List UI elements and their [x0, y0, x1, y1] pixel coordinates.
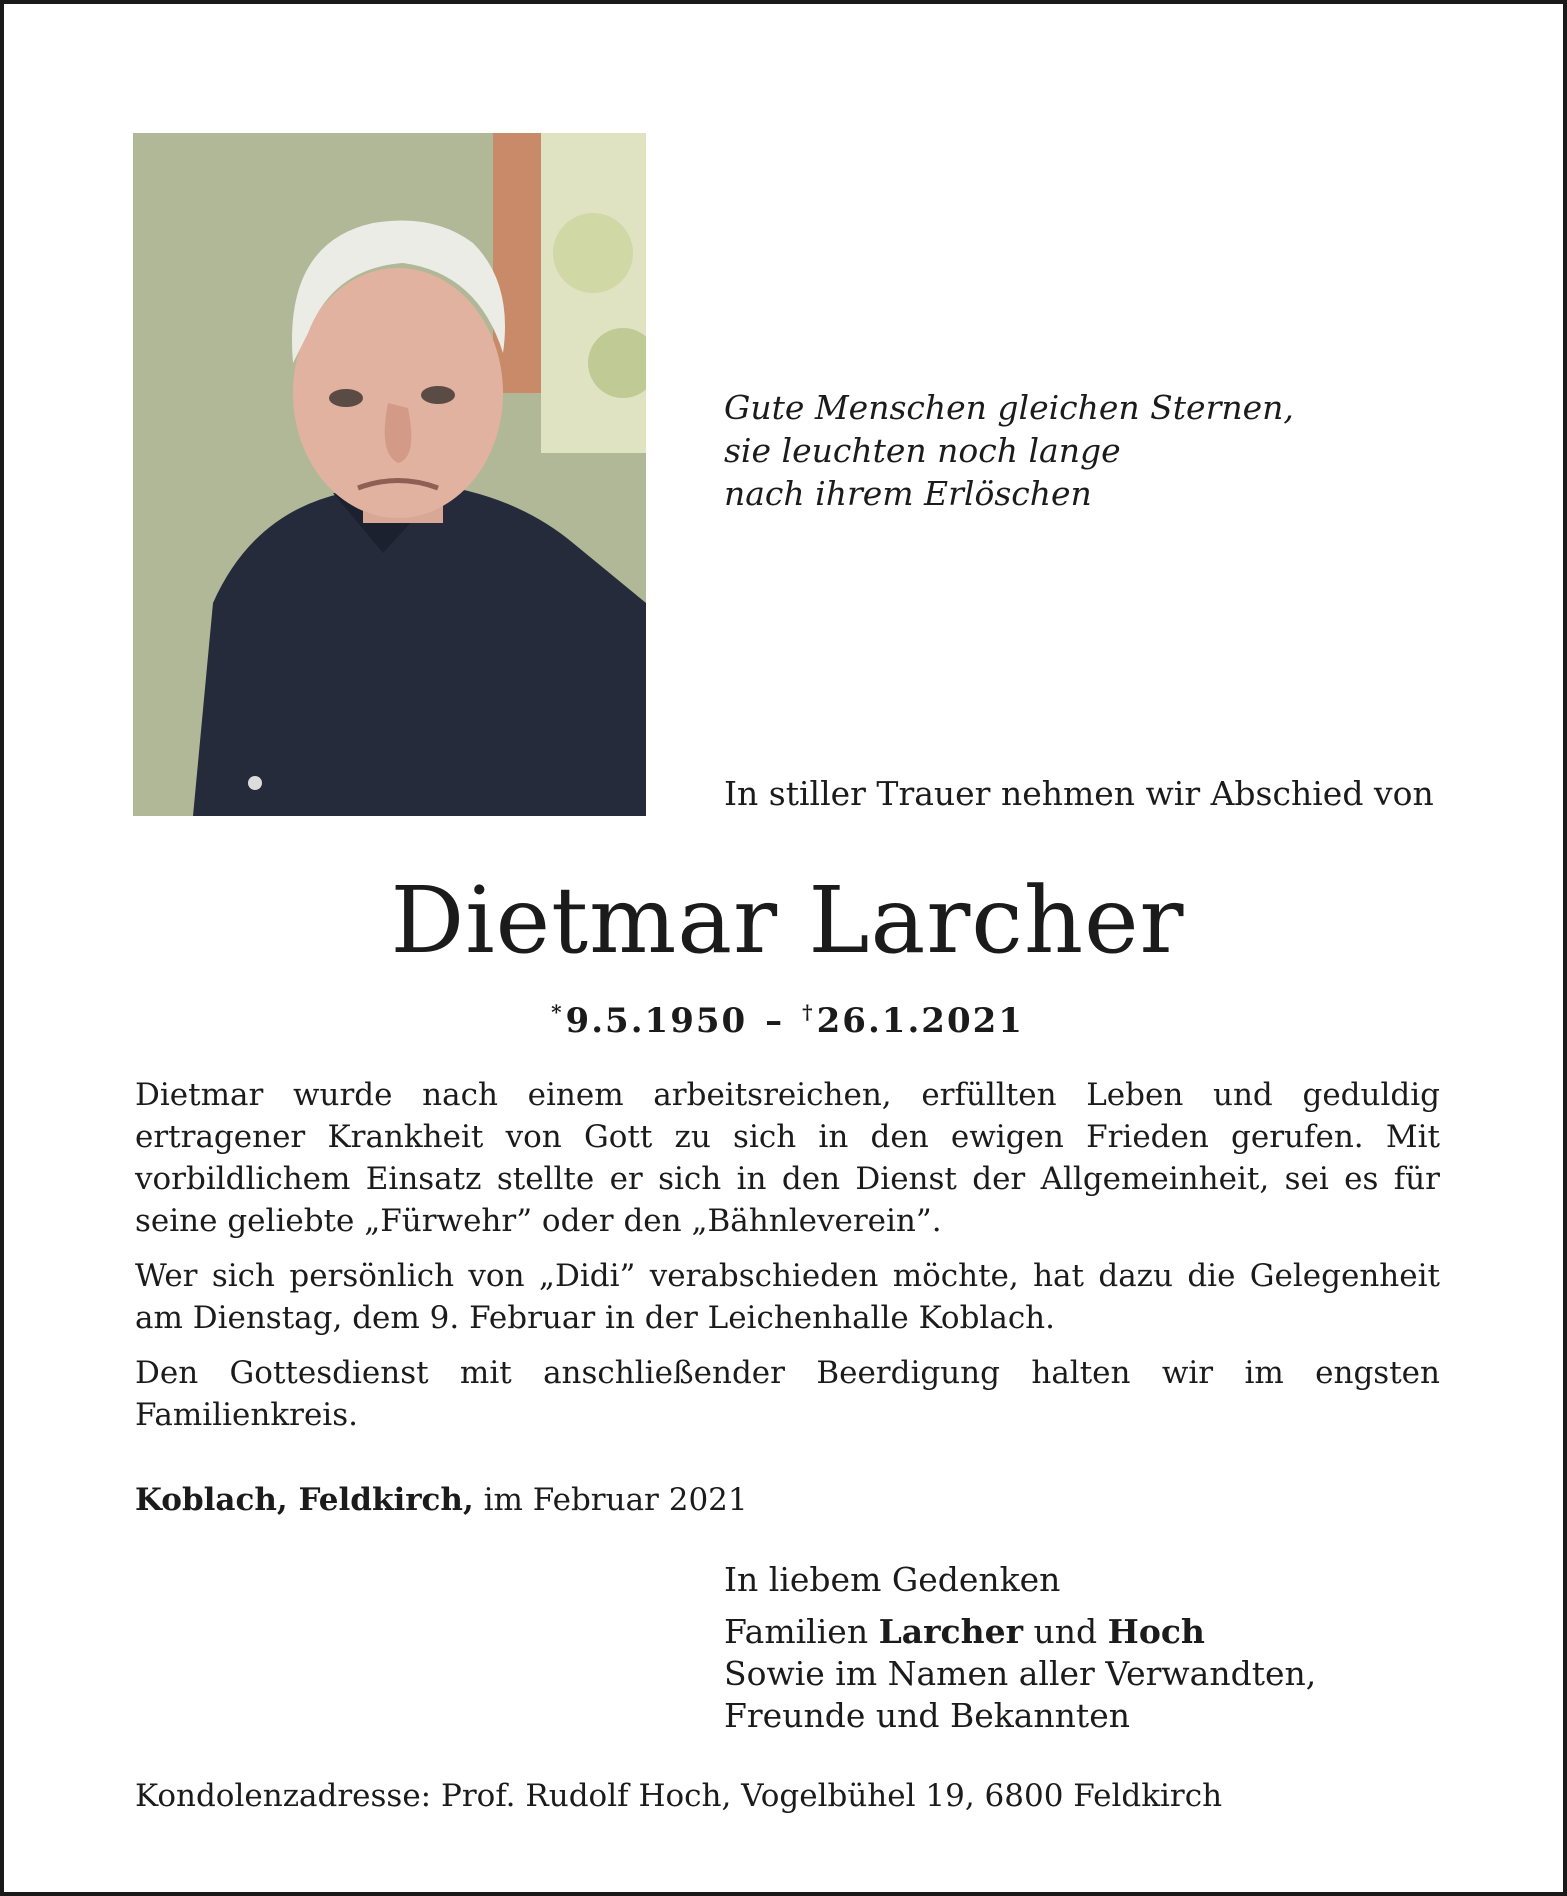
body-paragraph: Dietmar wurde nach einem arbeitsreichen, erfüllten Leben und geduldig ertragener Krankheit von Gott zu sich in den ewigen Frieden gerufen. Mit vorbildlichem Einsatz stellte er sich in den Dienst der Allgemeinheit, sei es für seine geliebte „Fürwehr” oder den „Bähnleverein”.: [135, 1077, 1440, 1239]
place-date: im Februar 2021: [473, 1482, 748, 1518]
death-symbol: †: [802, 1000, 813, 1024]
place-names: Koblach, Feldkirch,: [135, 1482, 474, 1518]
family-hoch: Hoch: [1107, 1612, 1205, 1651]
place-date-line: [135, 1478, 748, 1522]
signature-line: Freunde und Bekannten: [724, 1696, 1130, 1735]
quote-line: nach ihrem Erlöschen: [724, 474, 1092, 513]
body-paragraph: Wer sich persönlich von „Didi” verabschieden möchte, hat dazu die Gelegenheit am Dienstag, dem 9. Februar in der Leichenhalle Koblach.: [135, 1258, 1440, 1336]
signature-line: Sowie im Namen aller Verwandten,: [724, 1654, 1317, 1693]
deceased-name: Dietmar Larcher: [390, 867, 1185, 974]
portrait-photo-icon: [133, 133, 646, 816]
body-paragraph: Den Gottesdienst mit anschließender Beerdigung halten wir im engsten Familienkreis.: [135, 1355, 1440, 1433]
families-and: und: [1023, 1612, 1108, 1651]
portrait-photo: [133, 133, 646, 816]
intro-line: In stiller Trauer nehmen wir Abschied von: [724, 774, 1434, 813]
date-separator: –: [765, 1001, 785, 1041]
family-larcher: Larcher: [878, 1612, 1024, 1651]
signature-block: [724, 1559, 1316, 1737]
condolence-address: Kondolenzadresse: Prof. Rudolf Hoch, Vogelbühel 19, 6800 Feldkirch: [135, 1778, 1223, 1814]
signature-families: [724, 1611, 1316, 1653]
birth-symbol: *: [551, 1000, 562, 1024]
life-dates: [4, 989, 1567, 1044]
death-date: 26.1.2021: [816, 1001, 1024, 1041]
quote-line: Gute Menschen gleichen Sternen,: [724, 388, 1294, 427]
birth-date: 9.5.1950: [565, 1001, 748, 1041]
quote-line: sie leuchten noch lange: [724, 431, 1121, 470]
quote: [724, 386, 1424, 515]
obituary-body: [135, 1074, 1440, 1449]
signature-greeting: In liebem Gedenken: [724, 1560, 1061, 1599]
families-prefix: Familien: [724, 1612, 879, 1651]
